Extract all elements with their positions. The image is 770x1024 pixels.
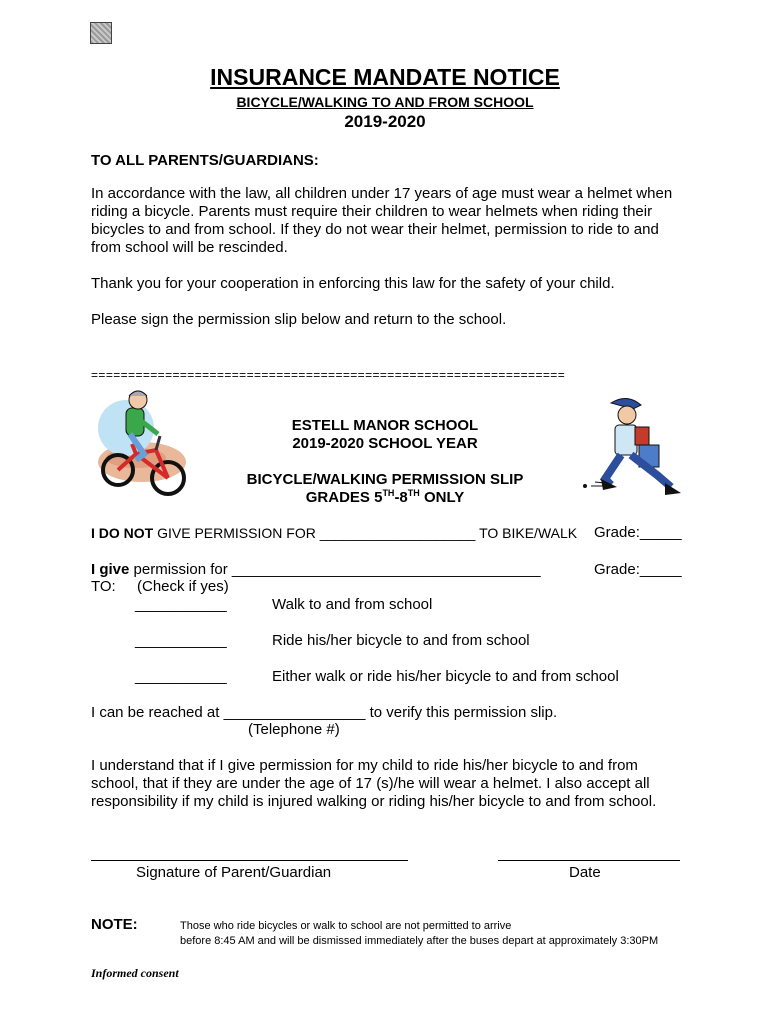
note-line-1: Those who ride bicycles or walk to school are not permitted to arrive	[180, 920, 512, 932]
option-either-checkbox[interactable]: ___________	[135, 668, 227, 685]
separator-line: ================================================================	[91, 368, 566, 382]
give-bold: I give	[91, 561, 130, 578]
option-walk-label: Walk to and from school	[272, 596, 433, 613]
give-text: permission for	[129, 561, 232, 578]
grade-label: Grade:	[594, 561, 640, 578]
reach-suffix: to verify this permission slip.	[365, 704, 558, 721]
give-permission-row	[91, 561, 541, 579]
option-ride-label: Ride his/her bicycle to and from school	[272, 632, 530, 649]
salutation: TO ALL PARENTS/GUARDIANS:	[91, 152, 319, 169]
corner-checkbox-icon	[90, 22, 112, 44]
page-title: INSURANCE MANDATE NOTICE	[210, 64, 560, 90]
grades-mid: -8	[394, 489, 408, 506]
grades-sup-2: TH	[407, 488, 420, 498]
paragraph-line: from school will be rescinded.	[91, 239, 288, 256]
deny-grade-field[interactable]: _____	[639, 524, 682, 541]
reach-row	[91, 704, 557, 722]
deny-text: GIVE PERMISSION FOR	[153, 525, 320, 541]
footer-informed-consent: Informed consent	[91, 966, 179, 980]
note-label: NOTE:	[91, 916, 138, 933]
paragraph-line: I understand that if I give permission for my child to ride his/her bicycle to and from	[91, 757, 638, 774]
deny-bold: I DO NOT	[91, 525, 154, 541]
give-grade	[594, 561, 682, 579]
grades-prefix: GRADES 5	[305, 489, 383, 506]
slip-title: BICYCLE/WALKING PERMISSION SLIP	[246, 471, 524, 488]
to-label: TO:	[91, 578, 116, 595]
signature-line[interactable]	[91, 860, 408, 861]
paragraph-line: In accordance with the law, all children under 17 years of age must wear a helmet when	[91, 185, 673, 202]
date-line[interactable]	[498, 860, 680, 861]
option-either-label: Either walk or ride his/her bicycle to and from school	[272, 668, 619, 685]
notice-year: 2019-2020	[344, 112, 426, 131]
telephone-field[interactable]: _________________	[223, 704, 366, 721]
telephone-label: (Telephone #)	[248, 721, 340, 738]
option-ride-checkbox[interactable]: ___________	[135, 632, 227, 649]
deny-suffix: TO BIKE/WALK	[475, 525, 578, 541]
paragraph-sign: Please sign the permission slip below and return to the school.	[91, 311, 507, 328]
option-walk-checkbox[interactable]: ___________	[135, 596, 227, 613]
deny-name-field[interactable]: ____________________	[319, 525, 476, 541]
signature-label: Signature of Parent/Guardian	[136, 864, 332, 881]
slip-school-name: ESTELL MANOR SCHOOL	[291, 417, 479, 434]
grades-suffix: ONLY	[419, 489, 465, 506]
deny-grade	[594, 524, 682, 542]
paragraph-thanks: Thank you for your cooperation in enforcing this law for the safety of your child.	[91, 275, 615, 292]
deny-permission-row	[91, 524, 577, 542]
page-subtitle: BICYCLE/WALKING TO AND FROM SCHOOL	[236, 94, 534, 110]
note-line-2: before 8:45 AM and will be dismissed immediately after the buses depart at approximately 3:30PM	[180, 935, 659, 947]
paragraph-line: bicycles to and from school. If they do not wear their helmet, permission to ride to and	[91, 221, 659, 238]
check-label: (Check if yes)	[137, 578, 229, 595]
date-label: Date	[569, 864, 601, 881]
grades-sup-1: TH	[382, 488, 395, 498]
give-name-field[interactable]: _____________________________________	[231, 561, 541, 578]
reach-prefix: I can be reached at	[91, 704, 224, 721]
paragraph-line: riding a bicycle. Parents must require their children to wear helmets when riding their	[91, 203, 653, 220]
grade-label: Grade:	[594, 524, 640, 541]
slip-school-year: 2019-2020 SCHOOL YEAR	[292, 435, 478, 452]
paragraph-line: responsibility if my child is injured walking or riding his/her bicycle to and from school.	[91, 793, 657, 810]
give-grade-field[interactable]: _____	[639, 561, 682, 578]
understand-paragraph	[91, 757, 656, 811]
slip-grades	[0, 489, 770, 507]
paragraph-line: school, that if they are under the age of 17 (s)/he will wear a helmet. I also accept all	[91, 775, 650, 792]
paragraph-helmet-law	[91, 185, 672, 257]
